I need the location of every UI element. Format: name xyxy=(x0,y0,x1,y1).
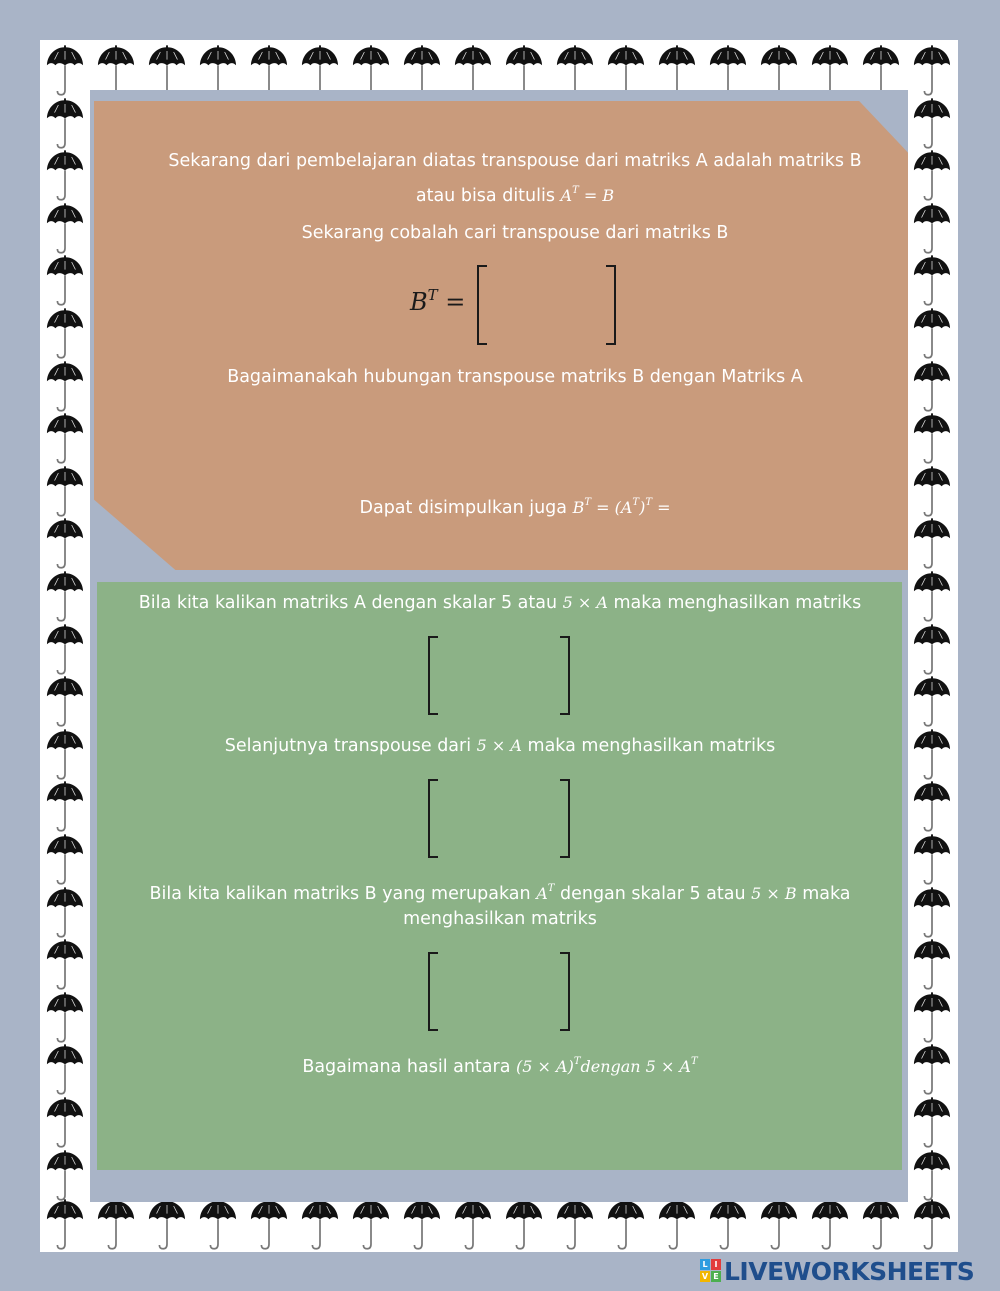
bt-matrix-left-bracket xyxy=(477,265,487,345)
umbrella-icon xyxy=(46,149,84,203)
umbrella-icon xyxy=(913,833,951,887)
umbrella-icon xyxy=(46,833,84,887)
umbrella-icon xyxy=(46,623,84,677)
umbrella-icon xyxy=(913,149,951,203)
umbrella-icon xyxy=(913,412,951,466)
umbrella-icon xyxy=(403,1198,441,1252)
brown-line-5: Dapat disimpulkan juga $B^T = (A^T)^T$ = xyxy=(359,497,671,518)
umbrella-icon xyxy=(760,1198,798,1252)
umbrella-icon xyxy=(46,465,84,519)
green-line-3: Bila kita kalikan matriks B yang merupakan $A^T$ dengan skalar 5 atau 5 × B maka xyxy=(149,883,851,904)
logo-text: LIVEWORKSHEETS xyxy=(724,1256,975,1286)
green-line-3b: menghasilkan matriks xyxy=(403,909,597,929)
bt-matrix-right-bracket xyxy=(606,265,616,345)
umbrella-icon xyxy=(148,1198,186,1252)
umbrella-icon xyxy=(913,44,951,98)
matrix-2-left-bracket xyxy=(428,779,438,858)
umbrella-icon xyxy=(913,1149,951,1203)
brown-line-3: Sekarang cobalah cari transpouse dari matriks B xyxy=(301,223,729,243)
umbrella-icon xyxy=(913,1198,951,1252)
umbrella-icon xyxy=(46,728,84,782)
conclusion-answer[interactable] xyxy=(690,490,850,518)
brown-line-4: Bagaimanakah hubungan transpouse matriks B dengan Matriks A xyxy=(227,367,803,387)
umbrella-icon xyxy=(913,780,951,834)
umbrella-icon xyxy=(913,307,951,361)
umbrella-icon xyxy=(862,1198,900,1252)
matrix-1-right-bracket xyxy=(560,636,570,715)
brown-line-2-math: $A^T = B$ xyxy=(560,185,615,205)
umbrella-icon xyxy=(556,1198,594,1252)
umbrella-icon xyxy=(46,938,84,992)
logo-icon: L I V E xyxy=(700,1259,722,1283)
umbrella-icon xyxy=(913,254,951,308)
umbrella-icon xyxy=(46,44,84,98)
liveworksheets-logo[interactable] xyxy=(700,1256,974,1286)
umbrella-icon xyxy=(454,1198,492,1252)
bt-matrix-answer[interactable] xyxy=(490,268,602,338)
brown-line-1: Sekarang dari pembelajaran diatas transpouse dari matriks A adalah matriks B xyxy=(168,151,862,171)
umbrella-icon xyxy=(913,202,951,256)
umbrella-icon xyxy=(46,780,84,834)
matrix-2-right-bracket xyxy=(560,779,570,858)
umbrella-icon xyxy=(46,886,84,940)
umbrella-icon xyxy=(811,1198,849,1252)
umbrella-icon xyxy=(46,1043,84,1097)
umbrella-icon xyxy=(913,675,951,729)
comparison-answer[interactable] xyxy=(200,1082,800,1152)
bt-label: $B^T$ = xyxy=(410,286,466,316)
umbrella-icon xyxy=(46,202,84,256)
umbrella-icon xyxy=(46,570,84,624)
umbrella-icon xyxy=(46,360,84,414)
umbrella-icon xyxy=(913,1096,951,1150)
matrix-3-left-bracket xyxy=(428,952,438,1031)
umbrella-icon xyxy=(46,1149,84,1203)
umbrella-icon xyxy=(709,1198,747,1252)
relationship-answer[interactable] xyxy=(200,398,830,468)
umbrella-icon xyxy=(913,623,951,677)
umbrella-icon xyxy=(658,1198,696,1252)
umbrella-icon xyxy=(46,675,84,729)
umbrella-icon xyxy=(46,1198,84,1252)
umbrella-icon xyxy=(97,1198,135,1252)
green-line-4: Bagaimana hasil antara $(5 \times A)^Tdengan$ $5 \times A^T$ xyxy=(302,1056,698,1077)
umbrella-icon xyxy=(913,97,951,151)
umbrella-icon xyxy=(913,991,951,1045)
matrix-1-answer[interactable] xyxy=(442,640,554,708)
brown-line-2 xyxy=(120,176,910,211)
matrix-1-left-bracket xyxy=(428,636,438,715)
umbrella-icon xyxy=(46,254,84,308)
umbrella-icon xyxy=(250,1198,288,1252)
umbrella-icon xyxy=(199,1198,237,1252)
umbrella-icon xyxy=(301,1198,339,1252)
umbrella-icon xyxy=(46,97,84,151)
umbrella-icon xyxy=(913,360,951,414)
umbrella-icon xyxy=(607,1198,645,1252)
umbrella-icon xyxy=(913,570,951,624)
umbrella-icon xyxy=(913,465,951,519)
green-line-1: Bila kita kalikan matriks A dengan skalar 5 atau 5 × A maka menghasilkan matriks xyxy=(138,593,862,613)
umbrella-icon xyxy=(352,1198,390,1252)
umbrella-icon xyxy=(46,412,84,466)
umbrella-icon xyxy=(46,1096,84,1150)
umbrella-icon xyxy=(46,991,84,1045)
green-line-2: Selanjutnya transpouse dari 5 × A maka menghasilkan matriks xyxy=(224,736,776,756)
umbrella-icon xyxy=(46,307,84,361)
umbrella-icon xyxy=(913,728,951,782)
matrix-2-answer[interactable] xyxy=(442,783,554,851)
umbrella-icon xyxy=(913,1043,951,1097)
umbrella-icon xyxy=(505,1198,543,1252)
umbrella-icon xyxy=(913,938,951,992)
matrix-3-right-bracket xyxy=(560,952,570,1031)
umbrella-icon xyxy=(913,517,951,571)
matrix-3-answer[interactable] xyxy=(442,956,554,1024)
umbrella-icon xyxy=(913,886,951,940)
umbrella-icon xyxy=(46,517,84,571)
brown-line-2-text: atau bisa ditulis xyxy=(415,186,561,206)
